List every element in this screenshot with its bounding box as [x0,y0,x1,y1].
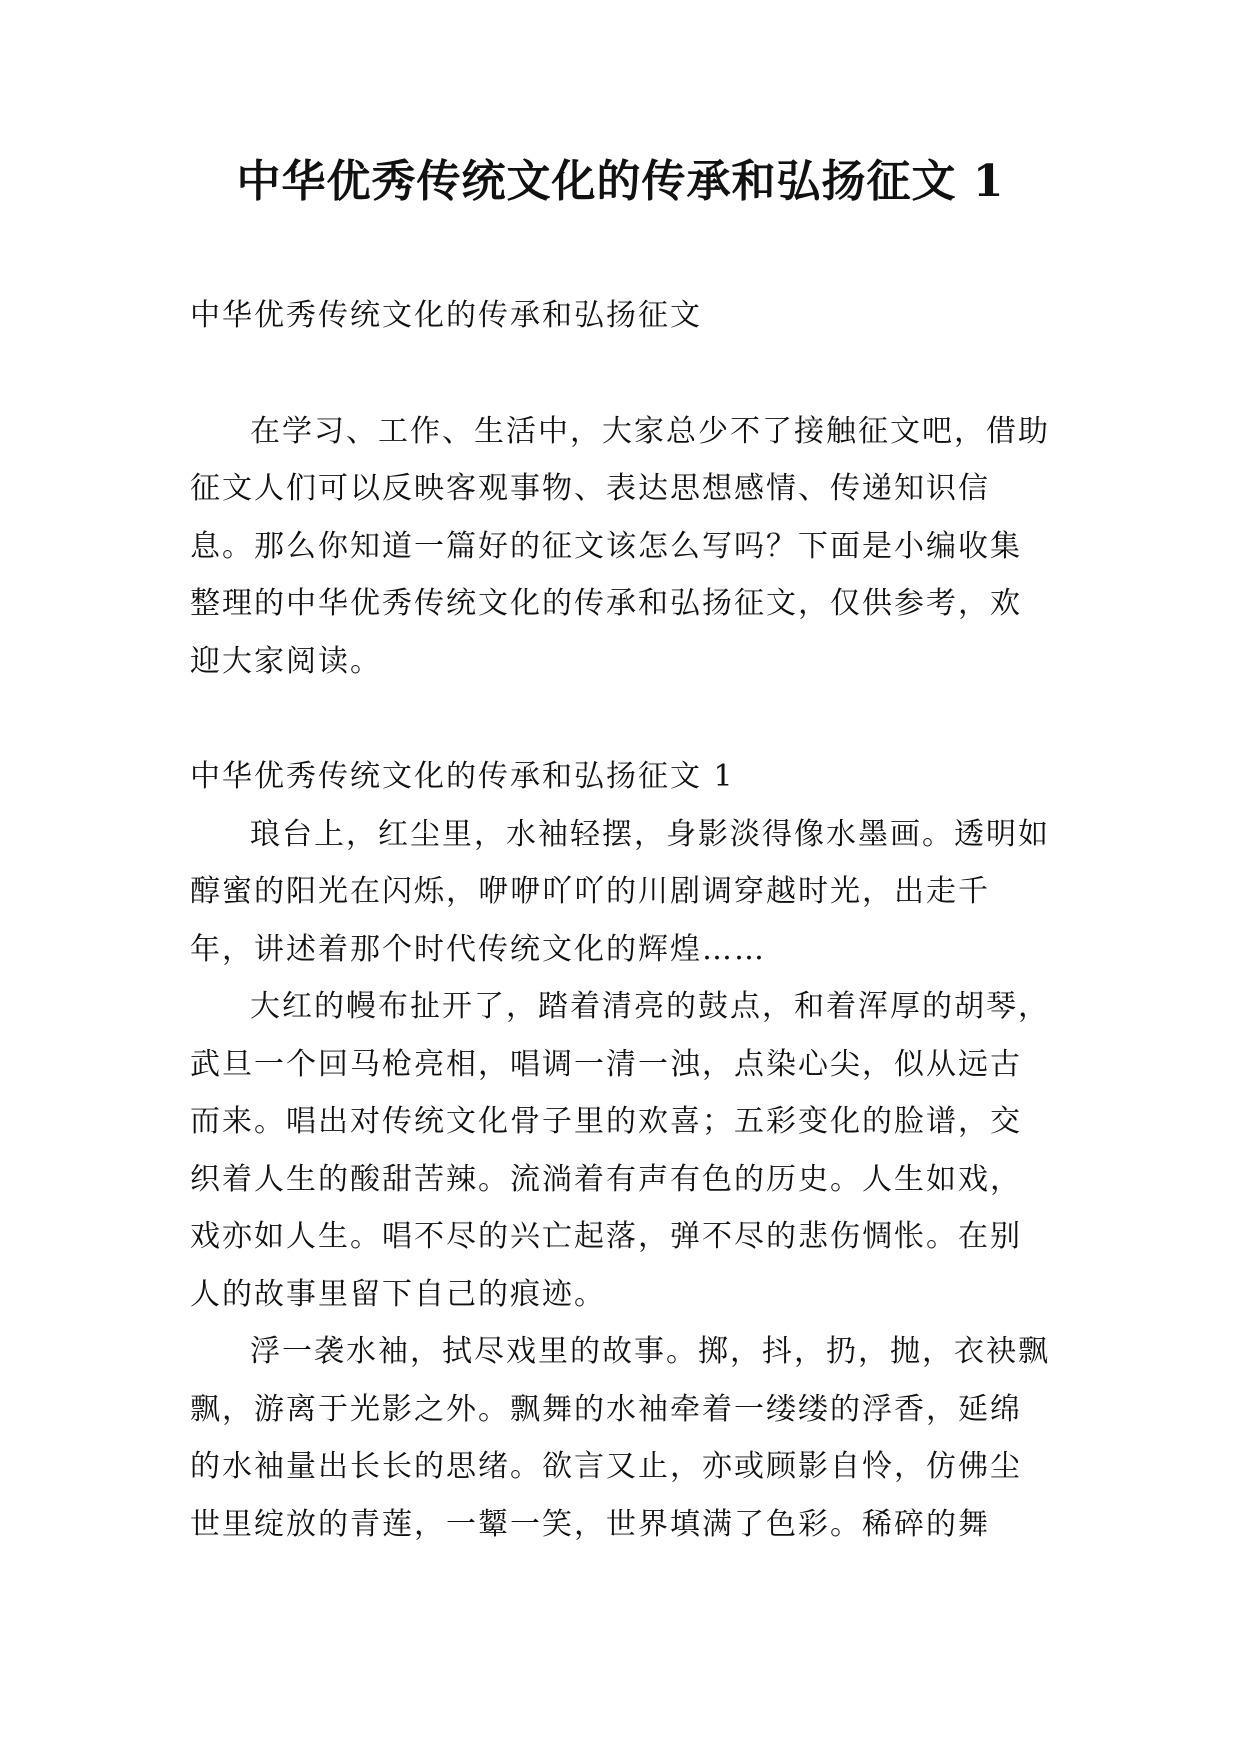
body-paragraph-2: 大红的幔布扯开了，踏着清亮的鼓点，和着浑厚的胡琴，武旦一个回马枪亮相，唱调一清一浊，点染心尖，似从远古而来。唱出对传统文化骨子里的欢喜；五彩变化的脸谱，交织着人生的酸甜苦辣。流淌着有声有色的历史。人生如戏，戏亦如人生。唱不尽的兴亡起落，弹不尽的悲伤惆怅。在别人的故事里留下自己的痕迹。 [190,989,1050,1312]
spacer [190,690,1050,748]
section-heading: 中华优秀传统文化的传承和弘扬征文 1 [190,759,735,794]
document-body [190,287,1050,1553]
spacer [190,345,1050,403]
document-title: 中华优秀传统文化的传承和弘扬征文 1 [236,156,1005,207]
document-subtitle: 中华优秀传统文化的传承和弘扬征文 [190,298,702,333]
body-paragraph-1: 琅台上，红尘里，水袖轻摆，身影淡得像水墨画。透明如醇蜜的阳光在闪烁，咿咿吖吖的川剧调穿越时光，出走千年，讲述着那个时代传统文化的辉煌…… [190,816,1050,967]
intro-paragraph: 在学习、工作、生活中，大家总少不了接触征文吧，借助征文人们可以反映客观事物、表达思想感情、传递知识信息。那么你知道一篇好的征文该怎么写吗？下面是小编收集整理的中华优秀传统文化的传承和弘扬征文，仅供参考，欢迎大家阅读。 [190,413,1050,679]
body-paragraph-3: 浮一袭水袖，拭尽戏里的故事。掷，抖，扔，抛，衣袂飘飘，游离于光影之外。飘舞的水袖牵着一缕缕的浮香，延绵的水袖量出长长的思绪。欲言又止，亦或顾影自怜，仿佛尘世里绽放的青莲，一颦一笑，世界填满了色彩。稀碎的舞 [190,1334,1050,1542]
